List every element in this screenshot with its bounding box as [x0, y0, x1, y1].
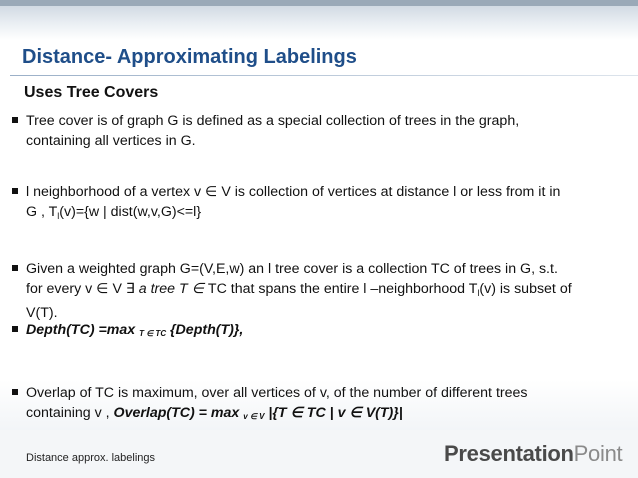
bullet-line: V(T). — [26, 305, 58, 321]
bullet-line: for every v ∈ V ∃ a tree T ∈ TC that spans the entire l –neighborhood $T_l(v)$ is subset of — [26, 281, 572, 298]
slide-subtitle: Uses Tree Covers — [24, 84, 159, 101]
bullet-marker-icon — [12, 389, 18, 395]
bullet-marker-icon — [12, 117, 18, 123]
bullet-line: Given a weighted graph G=(V,E,w) an l tree cover is a collection TC of trees in G, s.t. — [26, 261, 558, 277]
title-divider — [10, 75, 638, 76]
bullet-line: l neighborhood of a vertex v ∈ V is collection of vertices at distance l or less from it in — [26, 184, 561, 200]
bullet-marker-icon — [12, 265, 18, 271]
bullet-line: G , $T_l(v)=\{w$ | dist(w,v,G)<=l} — [26, 204, 202, 221]
bullet-line: Overlap of TC is maximum, over all vertices of v, of the number of different trees — [26, 385, 528, 401]
bullet-marker-icon — [12, 326, 18, 332]
slide-title: Distance- Approximating Labelings — [22, 46, 357, 68]
slide: Distance- Approximating Labelings Uses Tree Covers Tree cover is of graph G is defined as a special collection of trees in the graph, containing all vertices in G. l neighborhood of a vertex v ∈ V is collection of vertices at distance l or less from it in G , $T_l(v)=\{w$ | dist(w,v,G)<=l} Given a weighted graph G=(V,E,w) an l tree cover is a collection TC of trees in G, s.t. for every v ∈ V ∃ a tree T ∈ TC that spans the entire l –neighborhood $T_l(v)$ is subset of V(T). Depth(TC) =max T ∈ TC {Depth(T)}, Overlap of TC is maximum, over all vertices of v, of the number of different trees containing v , Overlap(TC) = max v ∈ V |{T ∈ TC | v ∈ V(T)}| Distance approx. labelings PresentationPoint — [0, 0, 638, 478]
bullet-line: Tree cover is of graph G is defined as a special collection of trees in the graph, — [26, 113, 520, 129]
footer-text: Distance approx. labelings — [26, 452, 156, 464]
presentationpoint-logo: PresentationPoint — [444, 441, 623, 466]
bullet-line: containing all vertices in G. — [26, 133, 196, 149]
bullet-marker-icon — [12, 188, 18, 194]
bullet-line: containing v , Overlap(TC) = max v ∈ V |{T ∈ TC | v ∈ V(T)}| — [26, 405, 403, 421]
top-bar — [0, 0, 638, 6]
